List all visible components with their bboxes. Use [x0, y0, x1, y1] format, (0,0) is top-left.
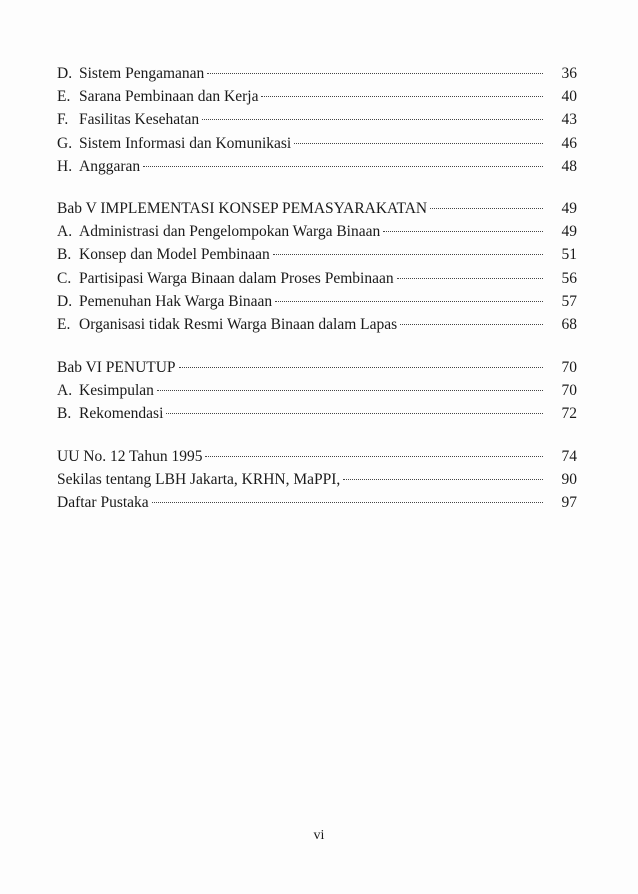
dot-leader: [383, 231, 543, 232]
toc-entry-page: 72: [561, 405, 577, 423]
toc-appendix-page: 97: [561, 494, 577, 511]
toc-entry: [57, 309, 577, 332]
dot-leader: [294, 143, 543, 144]
dot-leader: [400, 324, 543, 325]
toc-entry-title: Sistem Pengamanan: [79, 65, 205, 82]
toc-entry-letter: F.: [57, 111, 69, 129]
toc-chapter-page: 70: [561, 359, 577, 377]
dot-leader: [207, 73, 543, 74]
toc-appendix-entry: [57, 441, 577, 464]
toc-chapter-title: Bab VI PENUTUP: [57, 359, 176, 377]
dot-leader: [397, 278, 543, 279]
toc-group-appendices: [57, 441, 577, 511]
toc-chapter-title: Bab V IMPLEMENTASI KONSEP PEMASYARAKATAN: [57, 199, 428, 217]
dot-leader: [179, 367, 543, 368]
toc-entry-page: 51: [561, 246, 577, 264]
toc-group-chapter-iv-continued: [57, 58, 577, 174]
toc-entry-page: 36: [561, 65, 577, 82]
toc-entry-page: 56: [561, 269, 577, 287]
toc-entry-page: 40: [561, 88, 577, 106]
toc-entry-title: Partisipasi Warga Binaan dalam Proses Pembinaan: [79, 269, 394, 287]
toc-entry-page: 70: [561, 382, 577, 400]
toc-entry-page: 68: [561, 315, 577, 333]
toc-entry-letter: E.: [57, 315, 71, 333]
toc-entry: [57, 128, 577, 151]
toc-entry-page: 48: [561, 157, 577, 175]
toc-appendix-title: UU No. 12 Tahun 1995: [57, 447, 203, 465]
page-folio: vi: [313, 828, 325, 843]
toc-entry-letter: C.: [57, 269, 72, 287]
toc-entry: [57, 58, 577, 81]
toc-group-chapter-vi: [57, 352, 577, 422]
toc-entry-title: Administrasi dan Pengelompokan Warga Binaan: [79, 223, 381, 241]
toc-entry: [57, 216, 577, 239]
toc-entry-letter: A.: [57, 223, 73, 241]
dot-leader: [202, 119, 543, 120]
toc-entry-page: 49: [561, 223, 577, 241]
dot-leader: [157, 390, 543, 391]
dot-leader: [152, 502, 543, 503]
toc-entry-letter: D.: [57, 65, 73, 82]
dot-leader: [273, 254, 543, 255]
toc-entry: [57, 151, 577, 174]
toc-entry-title: Organisasi tidak Resmi Warga Binaan dalam Lapas: [79, 315, 398, 333]
toc-entry: [57, 81, 577, 104]
toc-entry-letter: B.: [57, 246, 72, 264]
toc-appendix-page: 90: [561, 470, 577, 488]
toc-chapter-page: 49: [561, 199, 577, 217]
toc-entry-letter: H.: [57, 157, 73, 175]
toc-entry-page: 43: [561, 111, 577, 129]
table-of-contents: [57, 58, 577, 510]
toc-entry-title: Konsep dan Model Pembinaan: [79, 246, 270, 264]
toc-chapter-heading: [57, 193, 577, 216]
toc-entry-letter: B.: [57, 405, 72, 423]
toc-chapter-heading: [57, 352, 577, 375]
toc-entry-title: Anggaran: [79, 157, 141, 175]
dot-leader: [205, 456, 543, 457]
toc-entry: [57, 375, 577, 398]
toc-appendix-entry: [57, 464, 577, 487]
toc-entry-title: Sistem Informasi dan Komunikasi: [79, 134, 292, 152]
dot-leader: [343, 479, 543, 480]
toc-entry: [57, 398, 577, 421]
toc-entry-letter: E.: [57, 88, 71, 106]
toc-entry-letter: G.: [57, 134, 73, 152]
dot-leader: [143, 166, 543, 167]
toc-entry-title: Sarana Pembinaan dan Kerja: [79, 88, 259, 106]
dot-leader: [261, 96, 543, 97]
toc-entry-page: 57: [561, 292, 577, 310]
toc-appendix-title: Sekilas tentang LBH Jakarta, KRHN, MaPPI,: [57, 470, 341, 488]
toc-entry: [57, 263, 577, 286]
toc-entry-title: Fasilitas Kesehatan: [79, 111, 200, 129]
toc-entry-page: 46: [561, 134, 577, 152]
toc-entry-title: Pemenuhan Hak Warga Binaan: [79, 292, 273, 310]
toc-entry: [57, 104, 577, 127]
toc-entry-title: Kesimpulan: [79, 382, 154, 400]
toc-appendix-page: 74: [561, 447, 577, 465]
toc-group-chapter-v: [57, 193, 577, 332]
toc-entry-title: Rekomendasi: [79, 405, 164, 423]
toc-entry-letter: A.: [57, 382, 73, 400]
dot-leader: [166, 413, 543, 414]
toc-appendix-title: Daftar Pustaka: [57, 494, 149, 511]
dot-leader: [275, 301, 543, 302]
toc-entry-letter: D.: [57, 292, 73, 310]
dot-leader: [430, 208, 543, 209]
